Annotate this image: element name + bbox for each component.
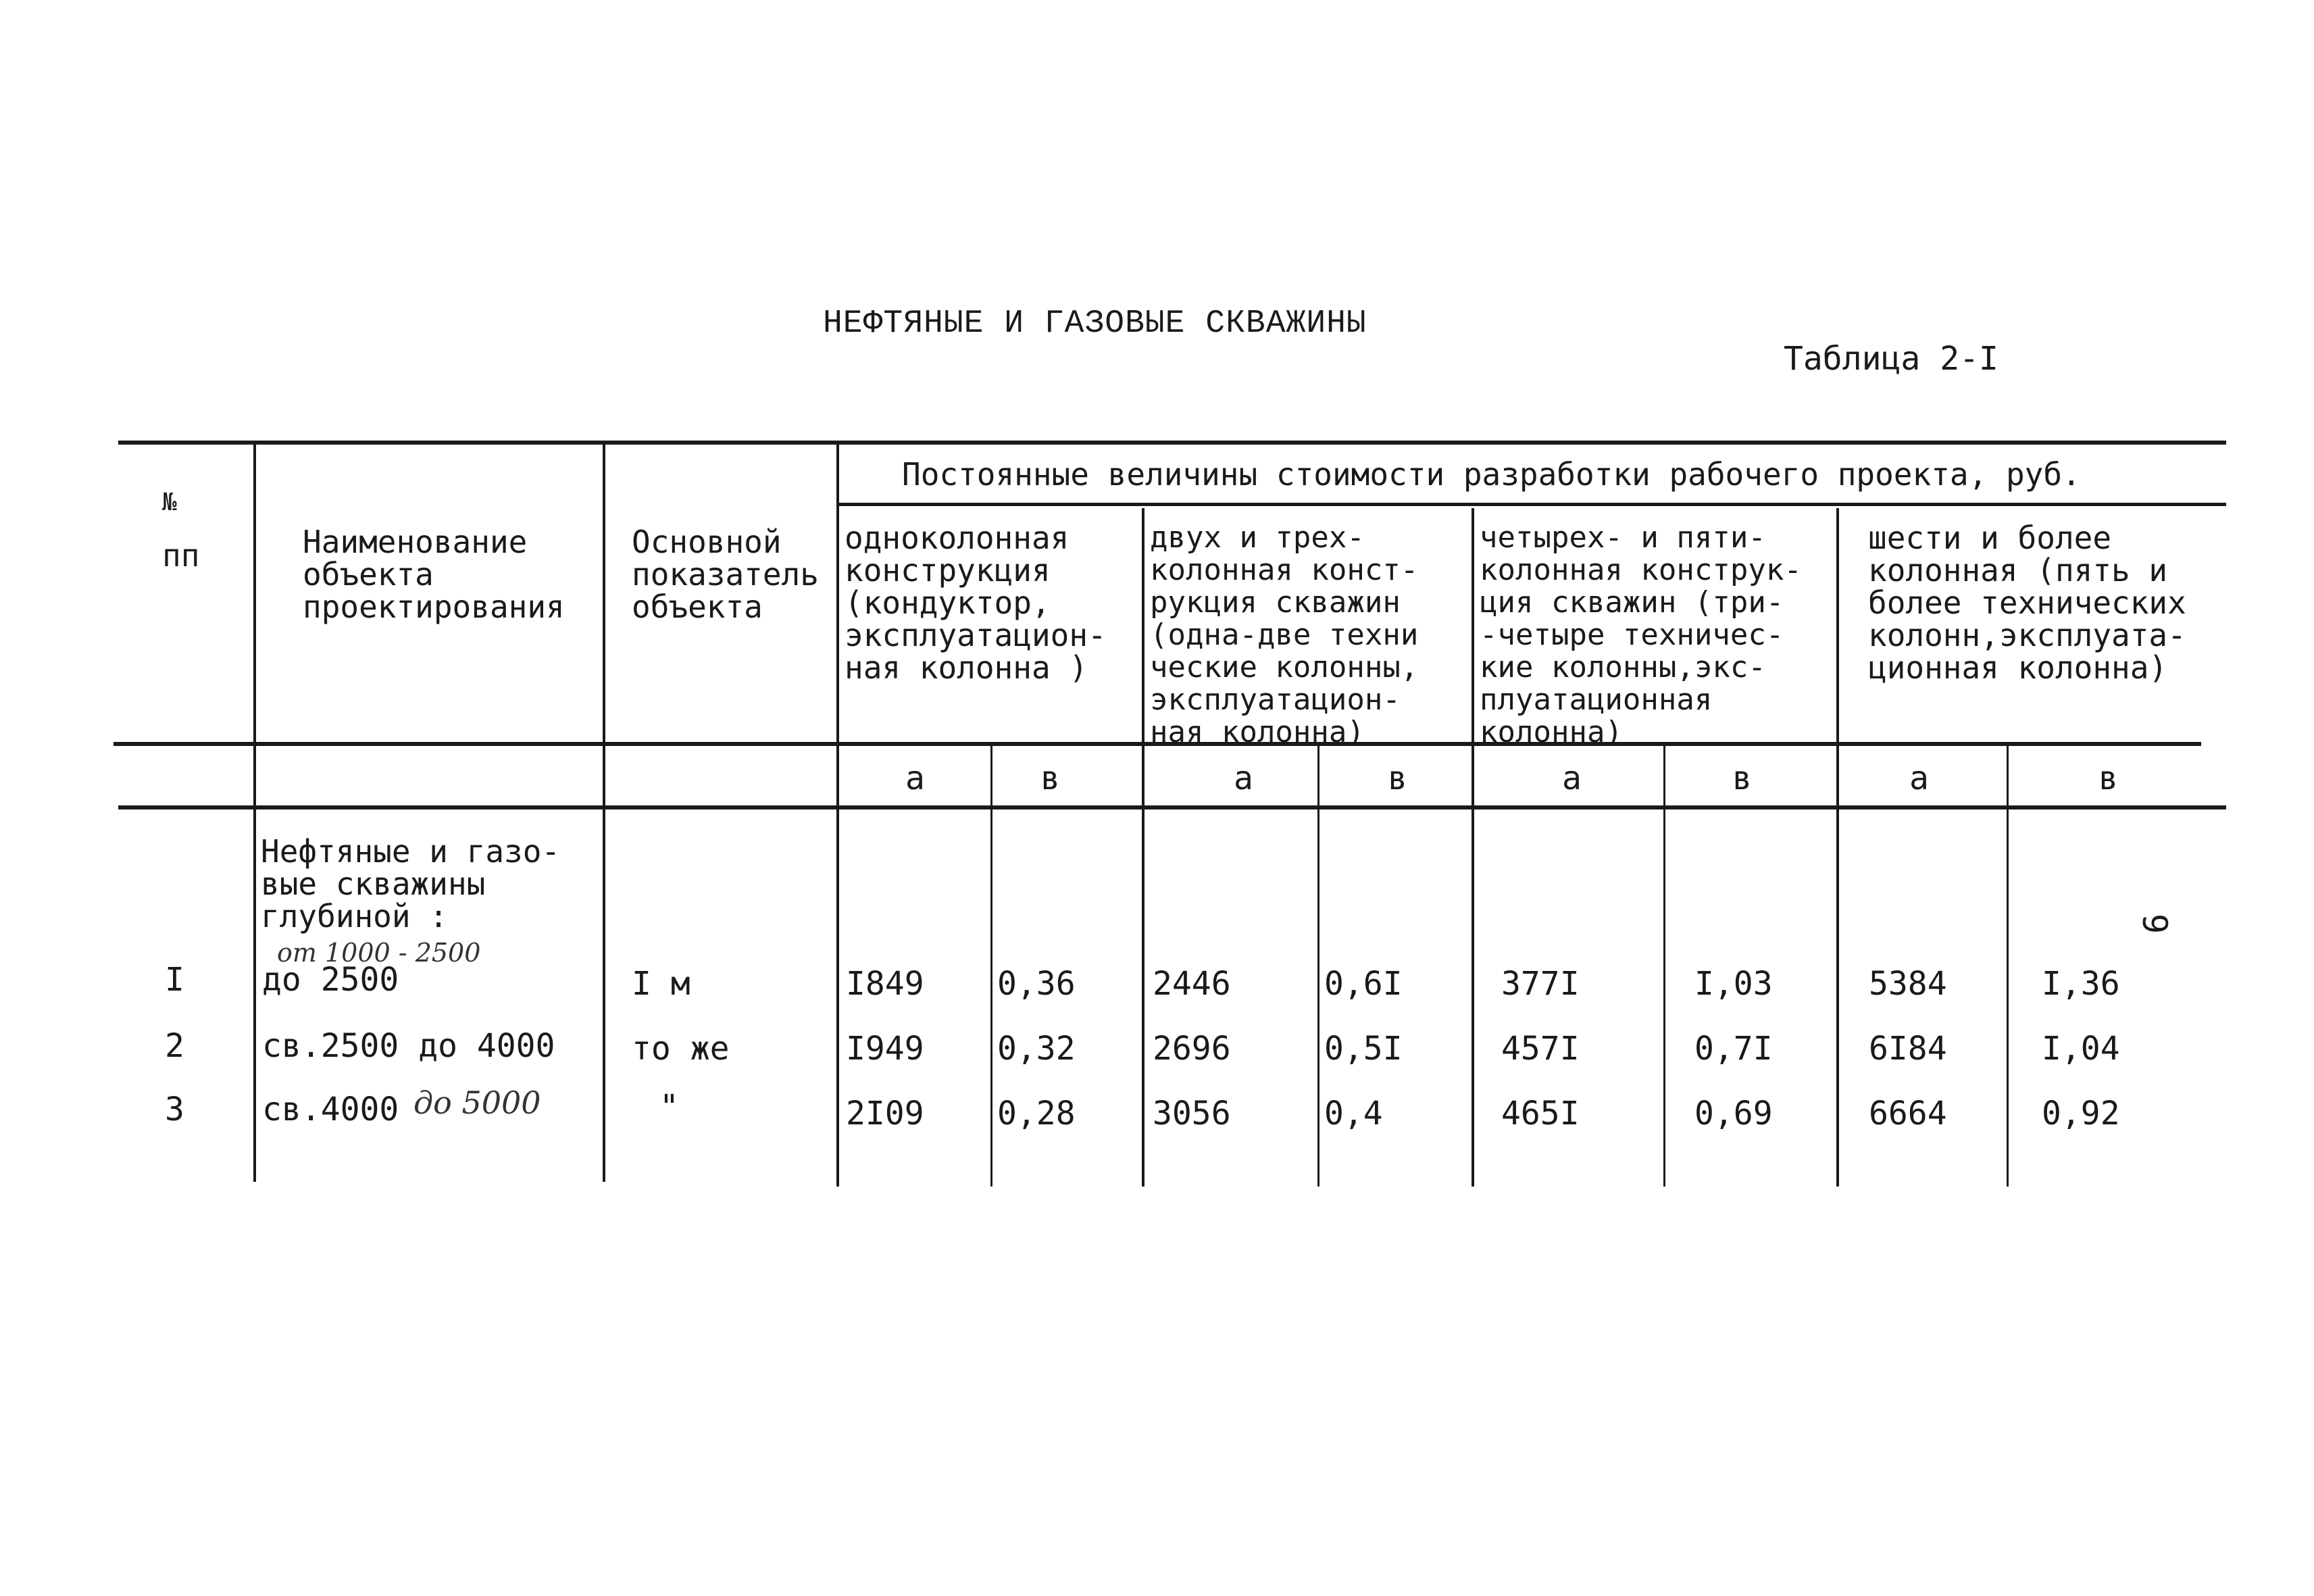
col-divider-6 bbox=[1836, 508, 1839, 1187]
cell-b-1: 0,28 bbox=[997, 1095, 1076, 1132]
sub-divider-3 bbox=[1663, 745, 1665, 1187]
table-label: Таблица 2-I bbox=[1784, 340, 1998, 378]
subcol-b-3: в bbox=[1732, 759, 1752, 797]
header-num-label: пп bbox=[162, 537, 200, 574]
cell-a-1: 2I09 bbox=[846, 1095, 924, 1132]
cell-b-4: 0,92 bbox=[2042, 1095, 2120, 1132]
subcol-b-2: в bbox=[1388, 759, 1407, 797]
row-num: 3 bbox=[165, 1091, 184, 1128]
header-group-4: шести и более колонная (пять и более технических колонн,эксплуата- ционная колонна) bbox=[1868, 520, 2186, 686]
cell-a-3: 377I bbox=[1501, 965, 1580, 1003]
header-group-2: двух и трех- колонная конст- рукция скважин (одна-две техни ческие колонны, эксплуатацион- ная колонна) bbox=[1150, 520, 1419, 749]
header-indicator: Основной показатель объекта bbox=[632, 524, 819, 625]
cell-b-2: 0,5I bbox=[1324, 1030, 1403, 1068]
row-indicator: " bbox=[659, 1088, 679, 1126]
header-group-3: четырех- и пяти- колонная конструк- ция скважин (три- -четыре техничес- кие колонны,экс- плуатационная колонна) bbox=[1480, 520, 1802, 749]
sub-divider-2 bbox=[1317, 745, 1319, 1187]
row-name: св.4000 bbox=[262, 1091, 399, 1128]
row-indicator: I м bbox=[632, 965, 690, 1003]
cell-a-4: 6I84 bbox=[1869, 1030, 1947, 1068]
col-divider-5 bbox=[1472, 508, 1474, 1187]
cell-a-2: 2696 bbox=[1153, 1030, 1231, 1068]
header-group-title: Постоянные величины стоимости разработки рабочего проекта, руб. bbox=[902, 456, 2081, 493]
page-number: 9 bbox=[2135, 914, 2174, 934]
header-name: Наименование объекта проектирования bbox=[303, 524, 565, 625]
subheader-bottom-rule bbox=[118, 805, 2226, 809]
sub-divider-4 bbox=[2007, 745, 2009, 1187]
cell-a-1: I849 bbox=[846, 965, 924, 1003]
page-title: НЕФТЯНЫЕ И ГАЗОВЫЕ СКВАЖИНЫ bbox=[823, 305, 1367, 342]
header-num-symbol: № bbox=[162, 489, 177, 516]
subcol-a-3: а bbox=[1562, 759, 1582, 797]
subcol-b-4: в bbox=[2098, 759, 2118, 797]
row-num: 2 bbox=[165, 1027, 184, 1065]
sub-divider-1 bbox=[990, 745, 992, 1187]
cell-a-2: 3056 bbox=[1153, 1095, 1231, 1132]
handwritten-note-row3: до 5000 bbox=[413, 1084, 541, 1121]
subcol-a-2: а bbox=[1234, 759, 1253, 797]
cell-b-3: 0,7I bbox=[1694, 1030, 1773, 1068]
col-divider-2 bbox=[603, 443, 605, 1182]
row-indicator: то же bbox=[632, 1030, 730, 1068]
col-divider-1 bbox=[253, 443, 256, 1182]
cell-b-3: I,03 bbox=[1694, 965, 1773, 1003]
group-title-rule bbox=[838, 503, 2226, 506]
section-title: Нефтяные и газо- вые скважины глубиной : bbox=[261, 833, 561, 934]
subcol-a-1: а bbox=[905, 759, 925, 797]
cell-b-2: 0,4 bbox=[1324, 1095, 1383, 1132]
row-num: I bbox=[165, 961, 184, 999]
col-divider-4 bbox=[1142, 508, 1145, 1187]
cell-b-1: 0,36 bbox=[997, 965, 1076, 1003]
handwritten-note-row1: от 1000 - 2500 bbox=[277, 938, 481, 968]
cell-b-1: 0,32 bbox=[997, 1030, 1076, 1068]
cell-a-4: 5384 bbox=[1869, 965, 1947, 1003]
table-top-rule bbox=[118, 441, 2226, 445]
row-name: до 2500 bbox=[262, 961, 399, 999]
cell-b-4: I,04 bbox=[2042, 1030, 2120, 1068]
cell-a-4: 6664 bbox=[1869, 1095, 1947, 1132]
cell-a-3: 465I bbox=[1501, 1095, 1580, 1132]
row-name: св.2500 до 4000 bbox=[262, 1027, 555, 1065]
subcol-a-4: а bbox=[1909, 759, 1929, 797]
cell-b-2: 0,6I bbox=[1324, 965, 1403, 1003]
cell-a-3: 457I bbox=[1501, 1030, 1580, 1068]
cell-b-3: 0,69 bbox=[1694, 1095, 1773, 1132]
col-divider-3 bbox=[836, 443, 839, 1187]
header-group-1: одноколонная конструкция (кондуктор, эксплуатацион- ная колонна ) bbox=[845, 520, 1107, 686]
cell-b-4: I,36 bbox=[2042, 965, 2120, 1003]
subcol-b-1: в bbox=[1040, 759, 1060, 797]
cell-a-1: I949 bbox=[846, 1030, 924, 1068]
cell-a-2: 2446 bbox=[1153, 965, 1231, 1003]
